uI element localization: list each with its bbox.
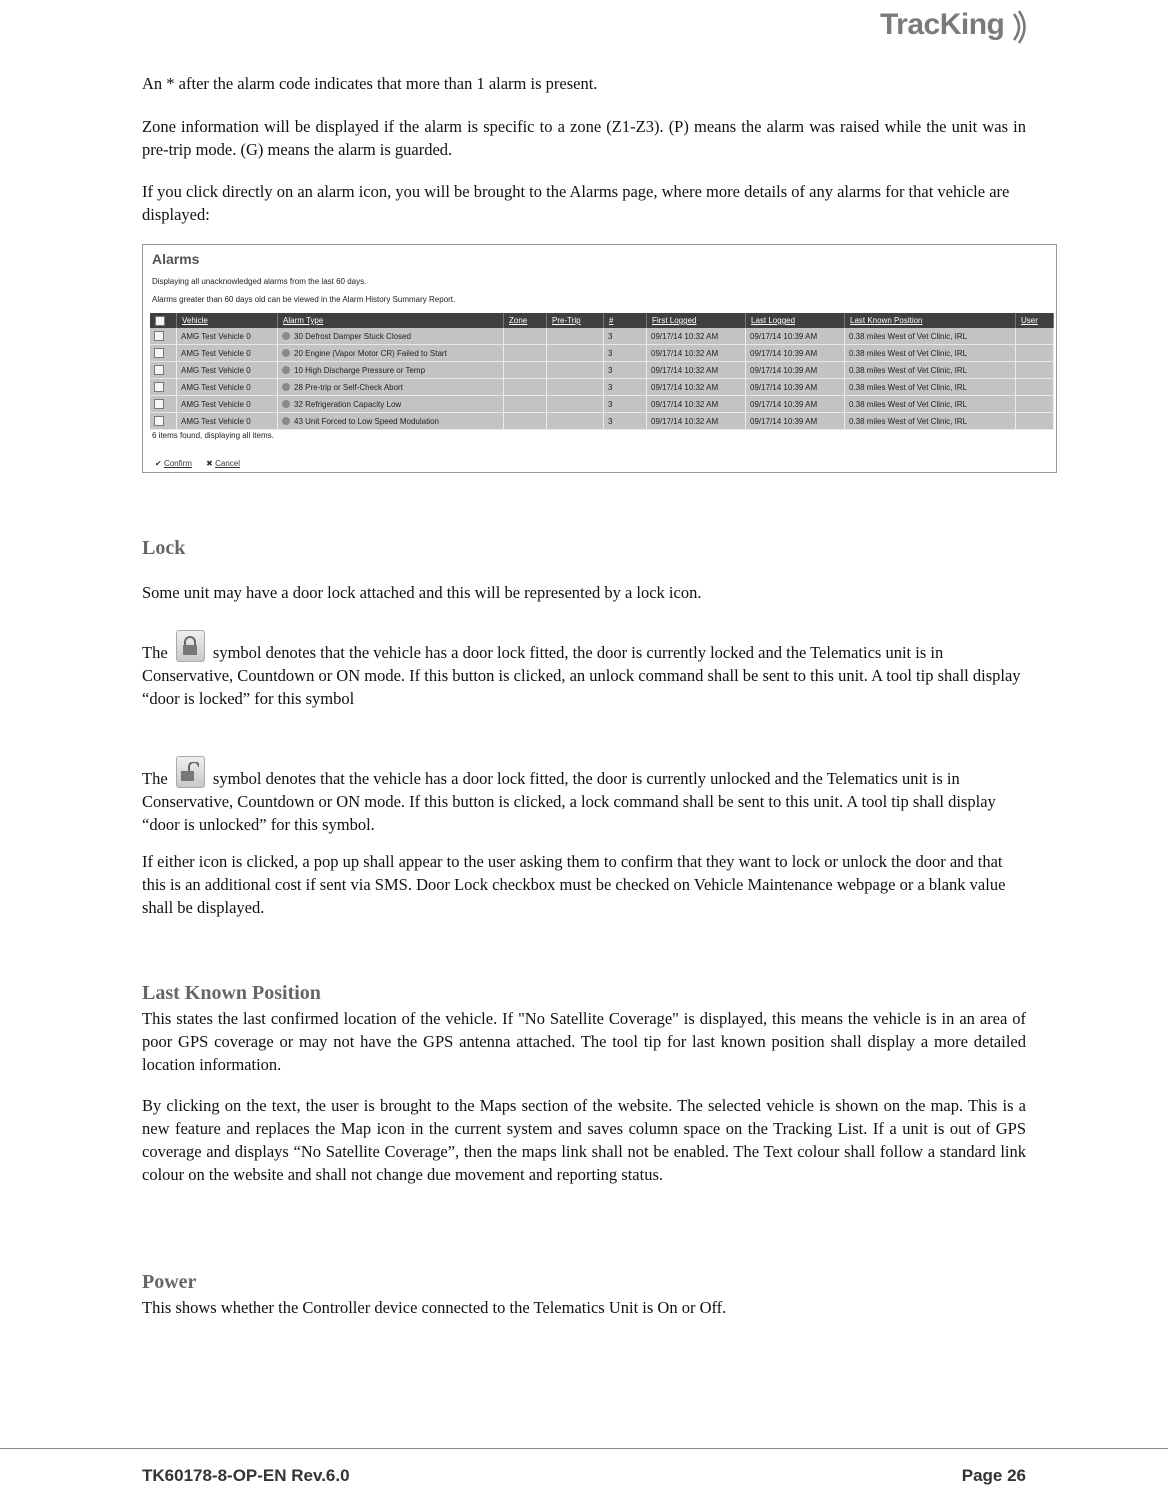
vehicle-cell[interactable]: AMG Test Vehicle 0: [177, 413, 278, 430]
count-cell: 3: [604, 328, 647, 345]
col-count[interactable]: #: [604, 313, 647, 328]
first-logged-cell: 09/17/14 10:32 AM: [647, 396, 746, 413]
user-cell: [1016, 379, 1054, 396]
lock-heading: Lock: [142, 537, 186, 559]
position-cell[interactable]: 0.38 miles West of Vet Clinic, IRL: [845, 379, 1016, 396]
zone-cell: [504, 345, 547, 362]
footer-divider: [0, 1448, 1168, 1449]
first-logged-cell: 09/17/14 10:32 AM: [647, 379, 746, 396]
tracking-logo: [880, 8, 1004, 52]
checkbox[interactable]: [154, 399, 164, 409]
unlocked-prefix: The: [142, 769, 168, 788]
locked-prefix: The: [142, 643, 168, 662]
alarm-type-cell[interactable]: [278, 413, 504, 430]
row-checkbox[interactable]: [150, 345, 177, 362]
alarm-type-cell[interactable]: [278, 396, 504, 413]
position-paragraph-1: This states the last confirmed location of the vehicle. If "No Satellite Coverage" is displayed, this means the vehicle is in an area of poor GPS coverage or may not have the GPS antenna attached. The tool tip for last known position shall display a more detailed location information.: [142, 1009, 1026, 1074]
power-paragraph: This shows whether the Controller device connected to the Telematics Unit is On or Off.: [142, 1298, 727, 1317]
alarm-type-text: 28 Pre-trip or Self-Check Abort: [294, 382, 403, 392]
locked-paragraph: [142, 630, 1026, 710]
alarm-icon[interactable]: [282, 349, 290, 357]
pretrip-cell: [547, 379, 604, 396]
user-cell: [1016, 345, 1054, 362]
checkbox[interactable]: [154, 382, 164, 392]
alarm-icon[interactable]: [282, 332, 290, 340]
alarm-actions: ✔ Confirm ✖ Cancel: [155, 459, 241, 468]
user-cell: [1016, 413, 1054, 430]
power-heading: Power: [142, 1271, 197, 1293]
user-cell: [1016, 396, 1054, 413]
alarm-type-text: 20 Engine (Vapor Motor CR) Failed to Start: [294, 348, 447, 358]
zone-cell: [504, 396, 547, 413]
alarms-title: Alarms: [152, 251, 200, 267]
first-logged-cell: 09/17/14 10:32 AM: [647, 345, 746, 362]
cancel-link[interactable]: Cancel: [215, 459, 241, 468]
col-user[interactable]: User: [1016, 313, 1054, 328]
pretrip-cell: [547, 396, 604, 413]
position-cell[interactable]: 0.38 miles West of Vet Clinic, IRL: [845, 396, 1016, 413]
vehicle-cell[interactable]: AMG Test Vehicle 0: [177, 328, 278, 345]
footer-doc-id: TK60178-8-OP-EN Rev.6.0: [142, 1466, 350, 1485]
last-known-position-heading: Last Known Position: [142, 982, 321, 1004]
lock-popup-paragraph: If either icon is clicked, a pop up shall appear to the user asking them to confirm that they want to lock or unlock the door and that this is an additional cost if sent via SMS. Door Lock checkbox must be checked on Vehicle Maintenance webpage or a blank value shall be displayed.: [142, 852, 1006, 917]
items-found-text: 6 items found, displaying all items.: [152, 431, 274, 440]
col-last-logged[interactable]: Last Logged: [746, 313, 845, 328]
alarm-type-text: 30 Defrost Damper Stuck Closed: [294, 331, 411, 341]
row-checkbox[interactable]: [150, 396, 177, 413]
user-cell: [1016, 328, 1054, 345]
alarm-row: [150, 396, 1054, 413]
locked-text: symbol denotes that the vehicle has a door lock fitted, the door is currently locked and the Telematics unit is in Conservative, Countdown or ON mode. If this button is clicked, an unlock command shall be sent to this unit. A tool tip shall display “door is locked” for this symbol: [142, 643, 1021, 708]
pretrip-cell: [547, 413, 604, 430]
count-cell: 3: [604, 413, 647, 430]
alarms-subtitle-1: Displaying all unacknowledged alarms from the last 60 days.: [152, 277, 367, 286]
unlocked-text: symbol denotes that the vehicle has a door lock fitted, the door is currently unlocked and the Telematics unit is in Conservative, Countdown or ON mode. If this button is clicked, a lock command shall be sent to this unit. A tool tip shall display “door is unlocked” for this symbol.: [142, 769, 996, 834]
first-logged-cell: 09/17/14 10:32 AM: [647, 413, 746, 430]
col-vehicle[interactable]: Vehicle: [177, 313, 278, 328]
row-checkbox[interactable]: [150, 413, 177, 430]
position-cell[interactable]: 0.38 miles West of Vet Clinic, IRL: [845, 413, 1016, 430]
checkbox[interactable]: [154, 365, 164, 375]
count-cell: 3: [604, 379, 647, 396]
count-cell: 3: [604, 396, 647, 413]
select-all-checkbox[interactable]: [150, 313, 177, 328]
signal-icon: [1012, 10, 1028, 44]
alarm-row: [150, 413, 1054, 430]
position-cell[interactable]: 0.38 miles West of Vet Clinic, IRL: [845, 362, 1016, 379]
alarm-type-cell[interactable]: [278, 379, 504, 396]
alarms-table-header: [150, 313, 1054, 328]
confirm-link[interactable]: Confirm: [163, 459, 192, 468]
alarm-icon[interactable]: [282, 383, 290, 391]
first-logged-cell: 09/17/14 10:32 AM: [647, 362, 746, 379]
pretrip-cell: [547, 345, 604, 362]
alarm-row: [150, 379, 1054, 396]
count-cell: 3: [604, 345, 647, 362]
vehicle-cell[interactable]: AMG Test Vehicle 0: [177, 396, 278, 413]
alarm-code-note: An * after the alarm code indicates that more than 1 alarm is present.: [142, 74, 598, 93]
user-cell: [1016, 362, 1054, 379]
checkbox[interactable]: [154, 416, 164, 426]
col-first-logged[interactable]: First Logged: [647, 313, 746, 328]
alarm-row: [150, 362, 1054, 379]
last-logged-cell: 09/17/14 10:39 AM: [746, 345, 845, 362]
alarm-type-text: 43 Unit Forced to Low Speed Modulation: [294, 416, 439, 426]
count-cell: 3: [604, 362, 647, 379]
alarm-icon[interactable]: [282, 366, 290, 374]
last-logged-cell: 09/17/14 10:39 AM: [746, 379, 845, 396]
alarm-type-cell[interactable]: [278, 328, 504, 345]
vehicle-cell[interactable]: AMG Test Vehicle 0: [177, 345, 278, 362]
footer-page-number: Page 26: [961, 1466, 1026, 1485]
alarm-type-cell[interactable]: [278, 362, 504, 379]
position-paragraph-2: By clicking on the text, the user is brought to the Maps section of the website. The selected vehicle is shown on the map. This is a new feature and replaces the Map icon in the current system and saves column space on the Tracking List. If a unit is out of GPS coverage and displays “No Satellite Coverage”, then the maps link shall not be enabled. The Text colour shall follow a standard link colour on the website and shall not change due movement and reporting status.: [142, 1096, 1026, 1184]
unlocked-padlock-icon: [176, 756, 205, 788]
alarms-screenshot: [142, 244, 1057, 473]
col-last-known-position[interactable]: Last Known Position: [845, 313, 1016, 328]
alarm-type-cell[interactable]: [278, 345, 504, 362]
alarm-type-text: 32 Refrigeration Capacity Low: [294, 399, 402, 409]
zone-cell: [504, 379, 547, 396]
unlocked-paragraph: [142, 756, 1026, 836]
pretrip-cell: [547, 328, 604, 345]
vehicle-cell[interactable]: AMG Test Vehicle 0: [177, 379, 278, 396]
alarm-icon-paragraph: If you click directly on an alarm icon, you will be brought to the Alarms page, where more details of any alarms for that vehicle are displayed:: [142, 182, 1010, 224]
zone-info-paragraph: Zone information will be displayed if the alarm is specific to a zone (Z1-Z3). (P) means the alarm was raised while the unit was in pre-trip mode. (G) means the alarm is guarded.: [142, 117, 1026, 159]
alarm-row: [150, 328, 1054, 345]
position-cell[interactable]: 0.38 miles West of Vet Clinic, IRL: [845, 328, 1016, 345]
vehicle-cell[interactable]: AMG Test Vehicle 0: [177, 362, 278, 379]
alarm-row: [150, 345, 1054, 362]
checkbox[interactable]: [154, 331, 164, 341]
alarm-icon[interactable]: [282, 400, 290, 408]
pretrip-cell: [547, 362, 604, 379]
zone-cell: [504, 362, 547, 379]
col-alarm-type[interactable]: Alarm Type: [278, 313, 504, 328]
col-zone[interactable]: Zone: [504, 313, 547, 328]
row-checkbox[interactable]: [150, 328, 177, 345]
last-logged-cell: 09/17/14 10:39 AM: [746, 396, 845, 413]
alarms-subtitle-2: Alarms greater than 60 days old can be viewed in the Alarm History Summary Report.: [152, 295, 456, 304]
alarm-type-text: 10 High Discharge Pressure or Temp: [294, 365, 426, 375]
last-logged-cell: 09/17/14 10:39 AM: [746, 328, 845, 345]
last-logged-cell: 09/17/14 10:39 AM: [746, 413, 845, 430]
locked-padlock-icon: [176, 630, 205, 662]
position-cell[interactable]: 0.38 miles West of Vet Clinic, IRL: [845, 345, 1016, 362]
zone-cell: [504, 413, 547, 430]
first-logged-cell: 09/17/14 10:32 AM: [647, 328, 746, 345]
row-checkbox[interactable]: [150, 379, 177, 396]
alarm-icon[interactable]: [282, 417, 290, 425]
lock-intro: Some unit may have a door lock attached and this will be represented by a lock icon.: [142, 583, 702, 602]
alarms-table: [150, 313, 1054, 430]
checkbox[interactable]: [154, 348, 164, 358]
zone-cell: [504, 328, 547, 345]
row-checkbox[interactable]: [150, 362, 177, 379]
col-pre-trip[interactable]: Pre-Trip: [547, 313, 604, 328]
last-logged-cell: 09/17/14 10:39 AM: [746, 362, 845, 379]
logo-text: TracKing: [880, 8, 1005, 41]
